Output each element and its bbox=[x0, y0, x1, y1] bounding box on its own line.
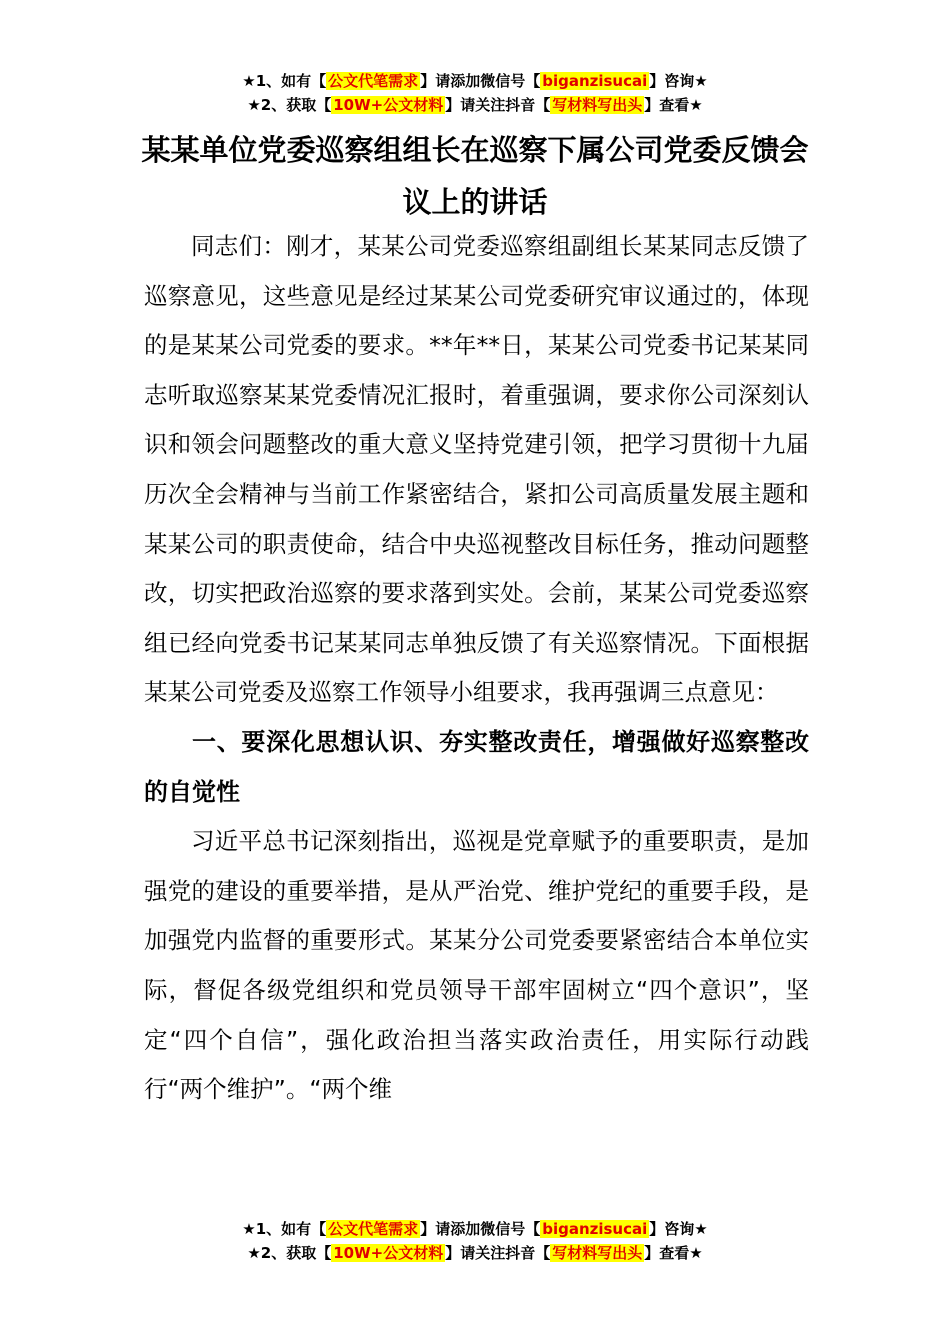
promo-text: ★2、获取【 bbox=[247, 96, 332, 114]
promo-text: 】请添加微信号【 bbox=[420, 1220, 541, 1238]
promo-text: ★1、如有【 bbox=[242, 72, 327, 90]
promo-text: 】请关注抖音【 bbox=[445, 96, 551, 114]
promo-banner-top bbox=[0, 70, 950, 118]
douyin-highlight: 写材料写出头 bbox=[552, 1244, 643, 1262]
promo-line-1 bbox=[0, 1218, 950, 1242]
douyin-highlight: 写材料写出头 bbox=[552, 96, 643, 114]
promo-line-1 bbox=[0, 70, 950, 94]
promo-line-2 bbox=[0, 94, 950, 118]
promo-text: 】请添加微信号【 bbox=[420, 72, 541, 90]
promo-text: ★1、如有【 bbox=[242, 1220, 327, 1238]
wechat-id-highlight: biganzisucai bbox=[542, 72, 648, 90]
promo-text: 】咨询★ bbox=[649, 1220, 708, 1238]
document-title: 某某单位党委巡察组组长在巡察下属公司党委反馈会议上的讲话 bbox=[141, 133, 809, 219]
promo-text: 】查看★ bbox=[644, 96, 703, 114]
paragraph: 同志们：刚才，某某公司党委巡察组副组长某某同志反馈了巡察意见，这些意见是经过某某公司党委研究审议通过的，体现的是某某公司党委的要求。**年**日，某某公司党委书记某某同志听取巡察某某党委情况汇报时，着重强调，要求你公司深刻认识和领会问题整改的重大意义坚持党建引领，把学习贯彻十九届历次全会精神与当前工作紧密结合，紧扣公司高质量发展主题和某某公司的职责使命，结合中央巡视整改目标任务，推动问题整改，切实把政治巡察的要求落到实处。会前，某某公司党委巡察组已经向党委书记某某同志单独反馈了有关巡察情况。下面根据某某公司党委及巡察工作领导小组要求，我再强调三点意见： bbox=[144, 232, 809, 707]
promo-highlight: 公文代笔需求 bbox=[328, 1220, 419, 1238]
promo-text: 】咨询★ bbox=[649, 72, 708, 90]
promo-text: 】查看★ bbox=[644, 1244, 703, 1262]
promo-text: ★2、获取【 bbox=[247, 1244, 332, 1262]
paragraph: 习近平总书记深刻指出，巡视是党章赋予的重要职责，是加强党的建设的重要举措，是从严治党、维护党纪的重要手段，是加强党内监督的重要形式。某某分公司党委要紧密结合本单位实际，督促各级党组织和党员领导干部牢固树立“四个意识”，坚定“四个自信”，强化政治担当落实政治责任，用实际行动践行“两个维护”。“两个维 bbox=[144, 827, 809, 1104]
promo-banner-bottom bbox=[0, 1218, 950, 1266]
section-heading: 一、要深化思想认识、夯实整改责任，增强做好巡察整改的自觉性 bbox=[144, 727, 809, 806]
promo-line-2 bbox=[0, 1242, 950, 1266]
promo-highlight: 10W+公文材料 bbox=[333, 1244, 444, 1262]
document-body bbox=[144, 222, 809, 1115]
wechat-id-highlight: biganzisucai bbox=[542, 1220, 648, 1238]
promo-text: 】请关注抖音【 bbox=[445, 1244, 551, 1262]
promo-highlight: 公文代笔需求 bbox=[328, 72, 419, 90]
promo-highlight: 10W+公文材料 bbox=[333, 96, 444, 114]
